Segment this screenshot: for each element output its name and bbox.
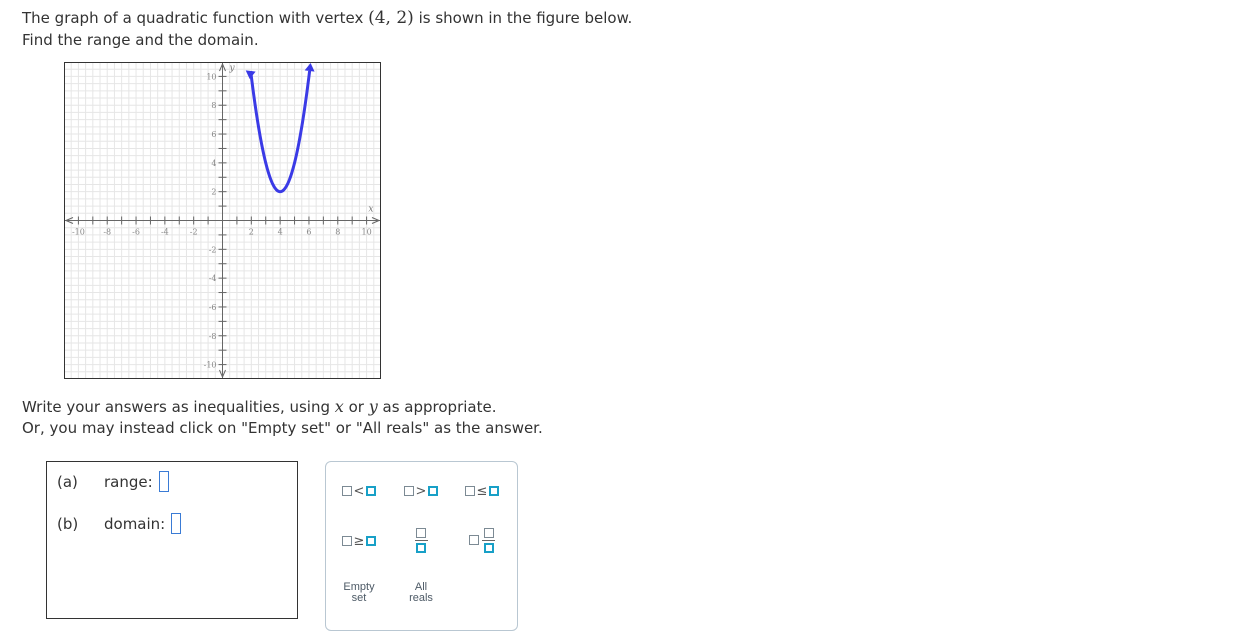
placeholder-box-icon [428,486,438,496]
graph-svg [64,62,381,379]
empty-set-label: Empty [343,581,375,593]
empty-set-label: set [351,592,367,604]
placeholder-box-icon [366,486,376,496]
greater-than-symbol: > [415,483,427,499]
prompt-text: is shown in the figure below. [413,9,633,27]
part-a-label: (a) [57,472,78,491]
range-row [57,471,169,492]
y-tick-label: -6 [208,302,217,312]
mixed-number-button[interactable] [460,524,504,556]
x-tick-label: -8 [103,227,112,237]
instructions [22,396,543,439]
range-input[interactable] [159,471,169,492]
y-tick-label: 8 [211,101,217,111]
greater-than-button[interactable] [398,480,444,502]
x-tick-label: 4 [277,227,283,237]
less-than-button[interactable] [336,480,382,502]
all-reals-label: reals [409,592,433,604]
fraction-button[interactable] [402,524,440,556]
placeholder-box-icon [342,536,352,546]
domain-row [57,513,181,534]
placeholder-box-icon [366,536,376,546]
instructions-line-1 [22,396,543,418]
var-y: y [368,397,378,416]
y-tick-label: -4 [208,274,217,284]
y-tick-label: 2 [211,187,217,197]
x-tick-label: 2 [248,227,254,237]
y-tick-label: 6 [211,130,217,140]
x-tick-label: 8 [335,227,341,237]
y-tick-label: 10 [206,72,217,82]
y-tick-label: -8 [208,331,217,341]
placeholder-box-icon [404,486,414,496]
x-tick-label: 10 [361,227,372,237]
prompt-text: The graph of a quadratic function with vertex [22,9,369,27]
part-b-label: (b) [57,514,79,533]
instructions-text: or [343,398,369,416]
curve-arrow [246,70,256,79]
x-axis-label: x [368,204,374,215]
y-axis-label: y [229,63,235,74]
fraction-icon [482,528,495,553]
placeholder-box-icon [342,486,352,496]
vertex-value: (4, 2) [368,8,414,28]
placeholder-box-icon [465,486,475,496]
x-tick-label: -4 [160,227,169,237]
greater-equal-symbol: ≥ [353,533,365,549]
instructions-line-2: Or, you may instead click on "Empty set" or "All reals" as the answer. [22,419,543,437]
y-tick-label: 4 [211,158,217,168]
domain-label: domain: [104,514,166,533]
instructions-text: Write your answers as inequalities, using [22,398,335,416]
x-tick-label: 6 [306,227,312,237]
math-palette [325,461,518,631]
answer-panel [46,461,298,619]
x-tick-label: -6 [132,227,140,237]
less-than-symbol: < [353,483,365,499]
instructions-text: as appropriate. [377,398,497,416]
placeholder-box-icon [489,486,499,496]
range-label: range: [104,472,153,491]
empty-set-button[interactable] [337,581,381,605]
greater-equal-button[interactable] [336,530,382,552]
var-x: x [334,397,344,416]
x-tick-label: -10 [71,227,85,237]
all-reals-label: All [414,581,428,593]
domain-input[interactable] [171,513,181,534]
y-tick-label: -10 [203,360,217,370]
prompt-line-1 [22,7,632,29]
all-reals-button[interactable] [399,581,443,605]
y-tick-label: -2 [208,245,217,255]
fraction-icon [415,528,428,553]
prompt-line-2: Find the range and the domain. [22,31,259,49]
question-prompt [22,7,632,51]
less-equal-button[interactable] [459,480,505,502]
parabola-graph [64,62,381,379]
curve-arrow [305,63,315,72]
x-tick-label: -2 [189,227,198,237]
less-equal-symbol: ≤ [476,483,488,499]
placeholder-box-icon [469,535,479,545]
